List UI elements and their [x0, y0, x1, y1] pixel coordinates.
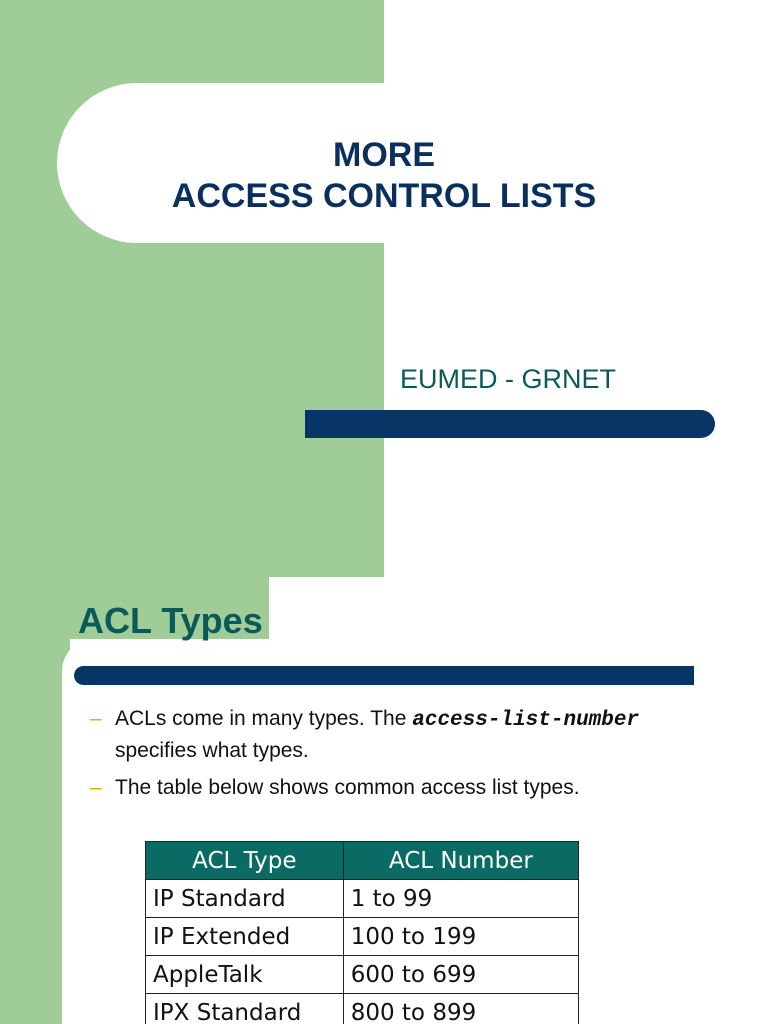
heading-underline-bar [74, 666, 694, 685]
table-row [146, 956, 579, 994]
acl-type-cell: IP Standard [146, 880, 344, 918]
bullet-list [90, 704, 690, 810]
acl-number-cell: 800 to 899 [343, 994, 578, 1024]
slide-heading: ACL Types [78, 600, 263, 641]
title-line-1: MORE [333, 136, 435, 174]
table-row [146, 994, 579, 1024]
accent-bar [305, 410, 715, 438]
bullet-text: specifies what types. [115, 739, 309, 762]
bullet-text: ACLs come in many types. The [115, 707, 413, 730]
table-row [146, 918, 579, 956]
bullet-text: The table below shows common access list types. [115, 776, 580, 799]
slide-title-text [0, 135, 768, 217]
bullet-item [90, 773, 690, 803]
table-header-row [146, 842, 579, 880]
acl-type-cell: IP Extended [146, 918, 344, 956]
column-header: ACL Type [146, 842, 344, 880]
acl-type-cell: IPX Standard [146, 994, 344, 1024]
code-term: access-list-number [412, 709, 640, 732]
acl-number-cell: 600 to 699 [343, 956, 578, 994]
acl-type-cell: AppleTalk [146, 956, 344, 994]
acl-number-cell: 1 to 99 [343, 880, 578, 918]
green-margin [0, 577, 70, 1024]
dash-icon: – [90, 776, 102, 799]
slide-acl-types [0, 577, 768, 1024]
column-header: ACL Number [343, 842, 578, 880]
dash-icon: – [90, 707, 102, 730]
table-row [146, 880, 579, 918]
bullet-item [90, 704, 690, 766]
acl-number-cell: 100 to 199 [343, 918, 578, 956]
acl-table [145, 841, 579, 1024]
subtitle: EUMED - GRNET [400, 364, 616, 394]
title-line-2: ACCESS CONTROL LISTS [171, 177, 597, 215]
